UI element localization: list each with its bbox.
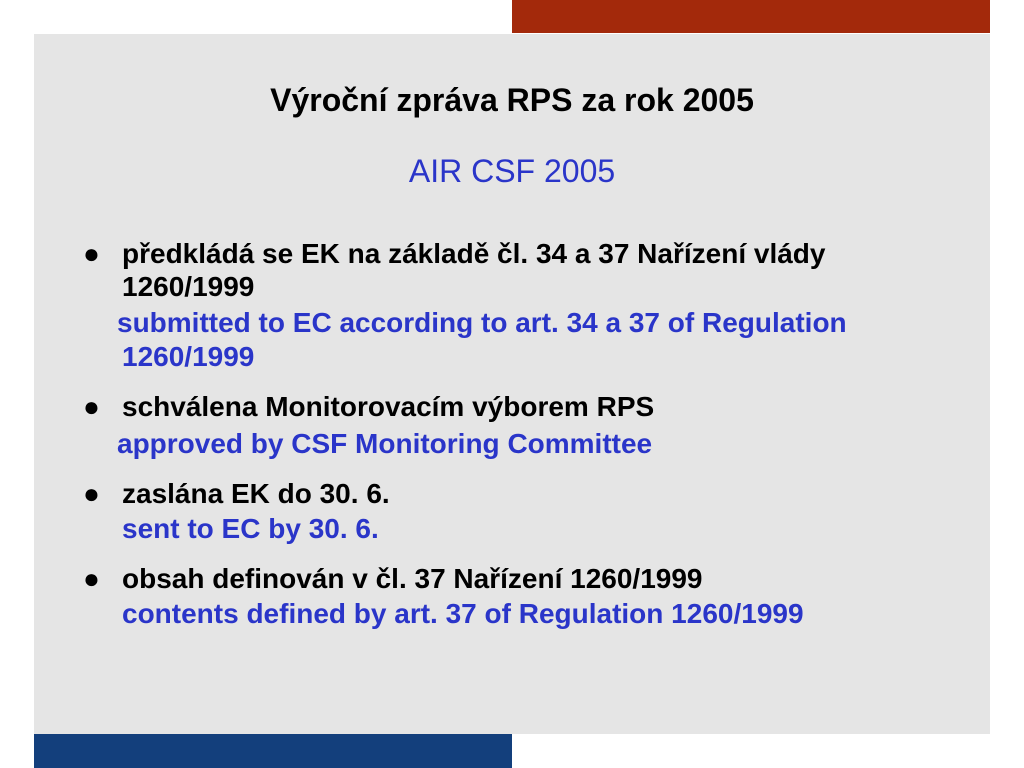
bullet-text-czech: schválena Monitorovacím výborem RPS — [122, 391, 655, 422]
bullet-text-czech: obsah definován v čl. 37 Nařízení 1260/1999 — [122, 563, 703, 594]
bullet-dot-icon: ● — [83, 478, 100, 509]
bullet-dot-icon: ● — [83, 391, 100, 422]
bullet-dot-icon: ● — [83, 238, 100, 269]
bullet-text-czech: zaslána EK do 30. 6. — [122, 478, 390, 509]
slide-title: Výroční zpráva RPS za rok 2005 — [270, 82, 754, 118]
bullet-text-english: contents defined by art. 37 of Regulation 1260/1999 — [122, 598, 804, 629]
slide-subtitle: AIR CSF 2005 — [408, 153, 616, 189]
bullet-text-english: sent to EC by 30. 6. — [122, 513, 379, 544]
bullet-text-english: approved by CSF Monitoring Committee — [117, 428, 653, 459]
bullet-dot-icon: ● — [83, 563, 100, 594]
bullet-text-english-continued: 1260/1999 — [122, 341, 255, 372]
bullet-text-czech-continued: 1260/1999 — [122, 271, 255, 302]
bullet-text-czech: předkládá se EK na základě čl. 34 a 37 Nařízení vlády — [122, 238, 826, 269]
bullet-text-english: submitted to EC according to art. 34 a 37 of Regulation — [117, 307, 847, 338]
